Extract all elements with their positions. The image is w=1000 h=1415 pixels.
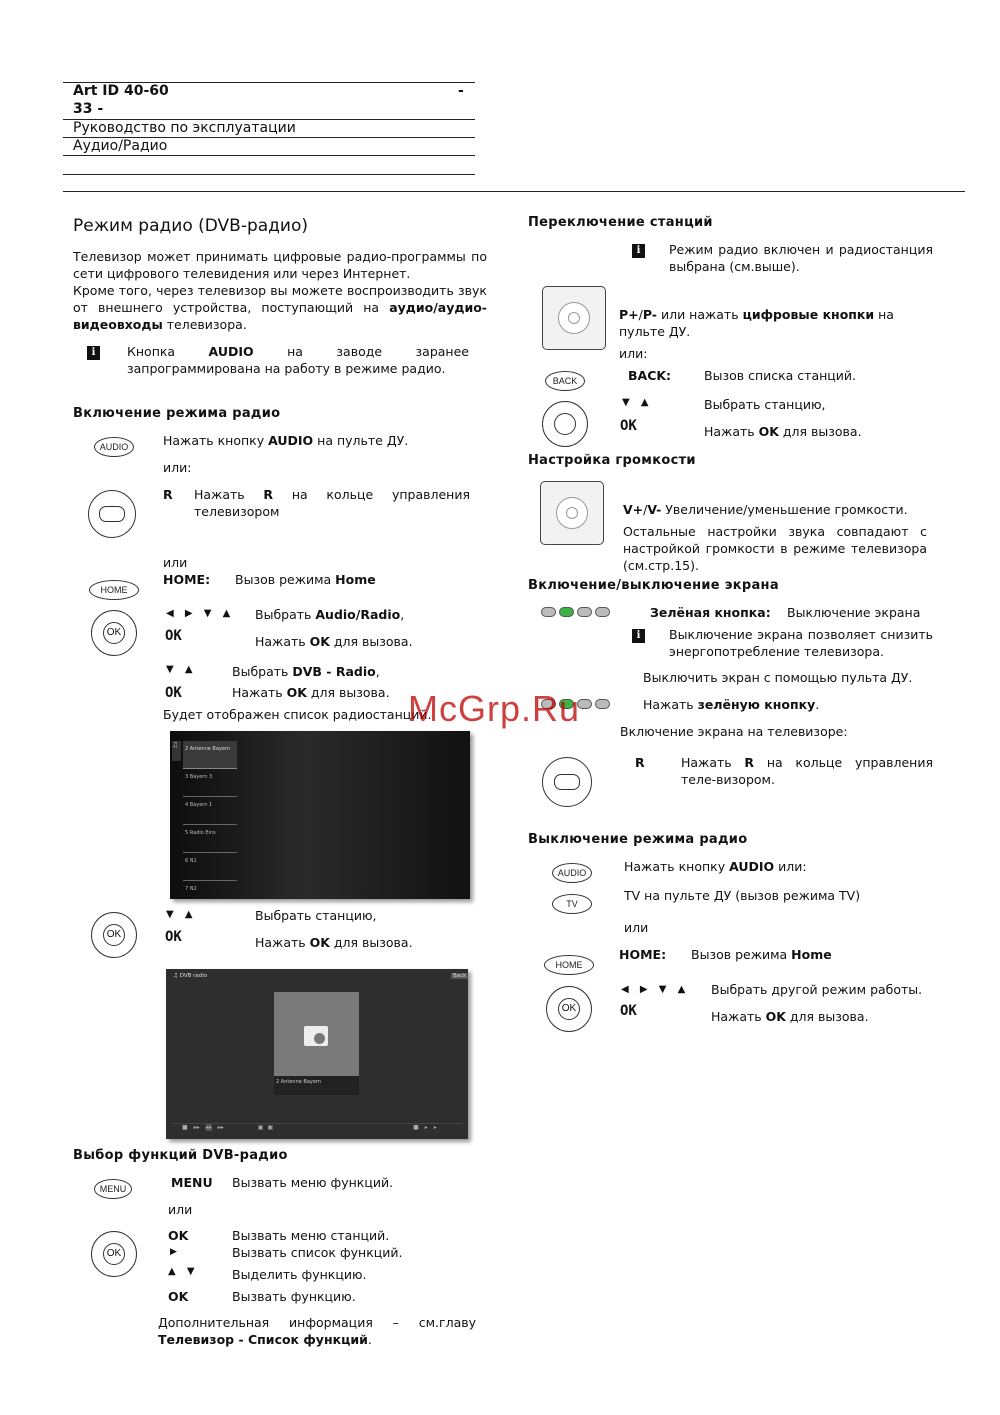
ok-call: Нажать OK для вызова. bbox=[704, 424, 862, 439]
or-text: или bbox=[163, 555, 188, 570]
heading-exit-radio: Выключение режима радио bbox=[528, 832, 748, 847]
dvb-radio-screenshot bbox=[166, 969, 468, 1139]
cover-art bbox=[274, 992, 359, 1095]
program-switch-text: P+/P- или нажать цифровые кнопки на пульте ДУ. bbox=[619, 307, 894, 339]
art-id: Art ID 40-60 bbox=[73, 83, 169, 99]
station-item[interactable]: 6 N1 bbox=[183, 853, 237, 881]
ok-ring-icon: OK bbox=[546, 986, 592, 1032]
arrow-keys: ▼ ▲ bbox=[166, 909, 197, 920]
ok-label: OK bbox=[165, 685, 182, 701]
heading-volume: Настройка громкости bbox=[528, 453, 696, 468]
ok-ring-icon: OK bbox=[91, 610, 137, 656]
ok-ring-icon bbox=[542, 401, 588, 447]
f-ok-key: OK bbox=[168, 1228, 189, 1243]
player-controls[interactable]: ■ ▸▸ ▸▸ ▸▸ ▣ ▣ ■ ▸ ▸ bbox=[172, 1123, 462, 1134]
exit-tv: TV на пульте ДУ (вызов режима TV) bbox=[624, 888, 861, 903]
home-instruction: Вызов режима Home bbox=[235, 572, 376, 587]
ok-call: Нажать OK для вызова. bbox=[232, 685, 390, 700]
info-screen-off: Выключение экрана позволяет снизить энергопотребление телевизора. bbox=[669, 627, 933, 659]
r-instruction: Нажать R на кольце управления телевизором bbox=[194, 487, 470, 519]
arrow-keys: ▲ ▼ bbox=[168, 1266, 199, 1277]
station-list bbox=[183, 741, 237, 897]
info-icon: i bbox=[632, 629, 645, 643]
back-button-icon: BACK bbox=[545, 371, 585, 391]
home-button-icon: HOME bbox=[89, 580, 139, 600]
arrow-keys: ▼ ▲ bbox=[166, 664, 197, 675]
heading-screen: Включение/выключение экрана bbox=[528, 578, 779, 593]
or-text: или bbox=[168, 1202, 193, 1217]
art-id-2: 33 - bbox=[73, 101, 104, 117]
green-key: Зелёная кнопка: bbox=[650, 605, 771, 620]
player-station: 2 Antenne Bayern bbox=[274, 1076, 359, 1095]
ok-call: Нажать OK для вызова. bbox=[711, 1009, 869, 1024]
or-text: или: bbox=[163, 460, 192, 475]
or-text: или bbox=[624, 920, 649, 935]
color-buttons-icon bbox=[541, 605, 613, 620]
audio-button-icon: AUDIO bbox=[94, 437, 134, 457]
arrow-keys: ▼ ▲ bbox=[622, 397, 653, 408]
ok-call: Нажать OK для вызова. bbox=[255, 935, 413, 950]
ok-label: OK bbox=[165, 929, 182, 945]
heading-functions: Выбор функций DVB-радио bbox=[73, 1148, 288, 1163]
remote-pad-icon bbox=[540, 481, 604, 545]
ok-ring-icon: OK bbox=[91, 912, 137, 958]
section-title: Аудио/Радио bbox=[73, 138, 168, 154]
exit-audio: Нажать кнопку AUDIO или: bbox=[624, 859, 807, 874]
volume-text: V+/V- Увеличение/уменьшение громкости. bbox=[623, 502, 908, 517]
page-title: Режим радио (DVB-радио) bbox=[73, 216, 309, 236]
tv-button-icon: TV bbox=[552, 894, 592, 914]
f-right-text: Вызвать список функций. bbox=[232, 1245, 403, 1260]
remote-pad-icon bbox=[542, 286, 606, 350]
music-icon: ♫ bbox=[172, 741, 181, 761]
screen-off-remote: Выключить экран с помощью пульта ДУ. bbox=[643, 670, 913, 685]
heading-switch-stations: Переключение станций bbox=[528, 215, 713, 230]
home-key: HOME: bbox=[619, 947, 667, 962]
header-rule bbox=[63, 155, 475, 156]
player-back-button[interactable]: Back bbox=[453, 973, 467, 979]
select-station: Выбрать станцию, bbox=[704, 397, 826, 412]
select-station: Выбрать станцию, bbox=[255, 908, 377, 923]
green-text: Выключение экрана bbox=[787, 605, 921, 620]
f-updown-text: Выделить функцию. bbox=[232, 1267, 367, 1282]
home-button-icon: HOME bbox=[544, 955, 594, 975]
page-rule bbox=[63, 191, 965, 192]
info-audio-note: Кнопка AUDIO на заводе заранее запрограммирована на работу в режиме радио. bbox=[127, 344, 469, 376]
station-item[interactable]: 5 Radio Eins bbox=[183, 825, 237, 853]
menu-key: MENU bbox=[171, 1175, 213, 1190]
control-ring-icon bbox=[542, 757, 592, 807]
station-item[interactable]: 4 Bayern 1 bbox=[183, 797, 237, 825]
ok-ring-icon: OK bbox=[91, 1231, 137, 1277]
ok-label: OK bbox=[620, 1003, 637, 1019]
radio-icon bbox=[304, 1026, 328, 1046]
watermark: McGrp.Ru bbox=[408, 688, 581, 729]
r-key: R bbox=[163, 487, 173, 502]
ok-label: OK bbox=[165, 628, 182, 644]
back-text: Вызов списка станций. bbox=[704, 368, 857, 383]
arrow-right: ▶ bbox=[170, 1247, 177, 1257]
menu-text: Вызвать меню функций. bbox=[232, 1175, 394, 1190]
heading-enable-radio: Включение режима радио bbox=[73, 406, 281, 421]
info-icon: i bbox=[632, 244, 645, 258]
select-mode: Выбрать другой режим работы. bbox=[711, 982, 923, 997]
header-rule bbox=[63, 174, 475, 175]
f-ok2-text: Вызвать функцию. bbox=[232, 1289, 356, 1304]
or-text: или: bbox=[619, 346, 648, 361]
arrow-keys: ◀ ▶ ▼ ▲ bbox=[621, 984, 690, 995]
station-item[interactable]: 7 N2 bbox=[185, 886, 197, 892]
list-shown-text: Будет отображен список радиостанций. bbox=[163, 707, 432, 722]
art-id-dash: - bbox=[458, 83, 464, 99]
back-key: BACK: bbox=[628, 368, 672, 383]
info-icon: i bbox=[87, 346, 100, 360]
station-item[interactable]: 2 Antenne Bayern bbox=[183, 741, 237, 769]
screen-on-tv: Включение экрана на телевизоре: bbox=[620, 724, 848, 739]
home-key: HOME: bbox=[163, 572, 211, 587]
select-audio-radio: Выбрать Audio/Radio, bbox=[255, 607, 405, 622]
control-ring-icon bbox=[88, 490, 136, 538]
manual-title: Руководство по эксплуатации bbox=[73, 120, 296, 136]
player-title: ♫ DVB radio bbox=[173, 973, 208, 979]
home-instruction: Вызов режима Home bbox=[691, 947, 832, 962]
volume-other: Остальные настройки звука совпадают с настройкой громкости в режиме телевизора (см.стр.15). bbox=[623, 524, 927, 573]
r-instruction: Нажать R на кольце управления теле-визором. bbox=[681, 755, 933, 787]
ok-label: OK bbox=[620, 418, 637, 434]
audio-button-icon: AUDIO bbox=[552, 863, 592, 883]
select-dvb-radio: Выбрать DVB - Radio, bbox=[232, 664, 380, 679]
intro-text: Телевизор может принимать цифровые радио-программы по сети цифрового телевидения или через Интернет. Кроме того, через телевизор вы можете воспроизводить звук от внешнего устройства, поступающий на аудио/аудио-видеовходы телевизора. bbox=[73, 249, 487, 332]
station-list-screenshot bbox=[170, 731, 470, 899]
press-green-text: Нажать зелёную кнопку. bbox=[643, 697, 820, 712]
f-ok-text: Вызвать меню станций. bbox=[232, 1228, 390, 1243]
station-item[interactable]: 3 Bayern 3 bbox=[183, 769, 237, 797]
arrow-keys: ◀ ▶ ▼ ▲ bbox=[166, 608, 235, 619]
ok-call: Нажать OK для вызова. bbox=[255, 634, 413, 649]
step-audio: Нажать кнопку AUDIO на пульте ДУ. bbox=[163, 433, 409, 448]
more-info: Дополнительная информация – см.главу Телевизор - Список функций. bbox=[158, 1315, 476, 1347]
info-radio-on: Режим радио включен и радиостанция выбрана (см.выше). bbox=[669, 242, 933, 274]
f-ok-key: OK bbox=[168, 1289, 189, 1304]
r-key: R bbox=[635, 755, 645, 770]
menu-button-icon: MENU bbox=[94, 1179, 132, 1199]
